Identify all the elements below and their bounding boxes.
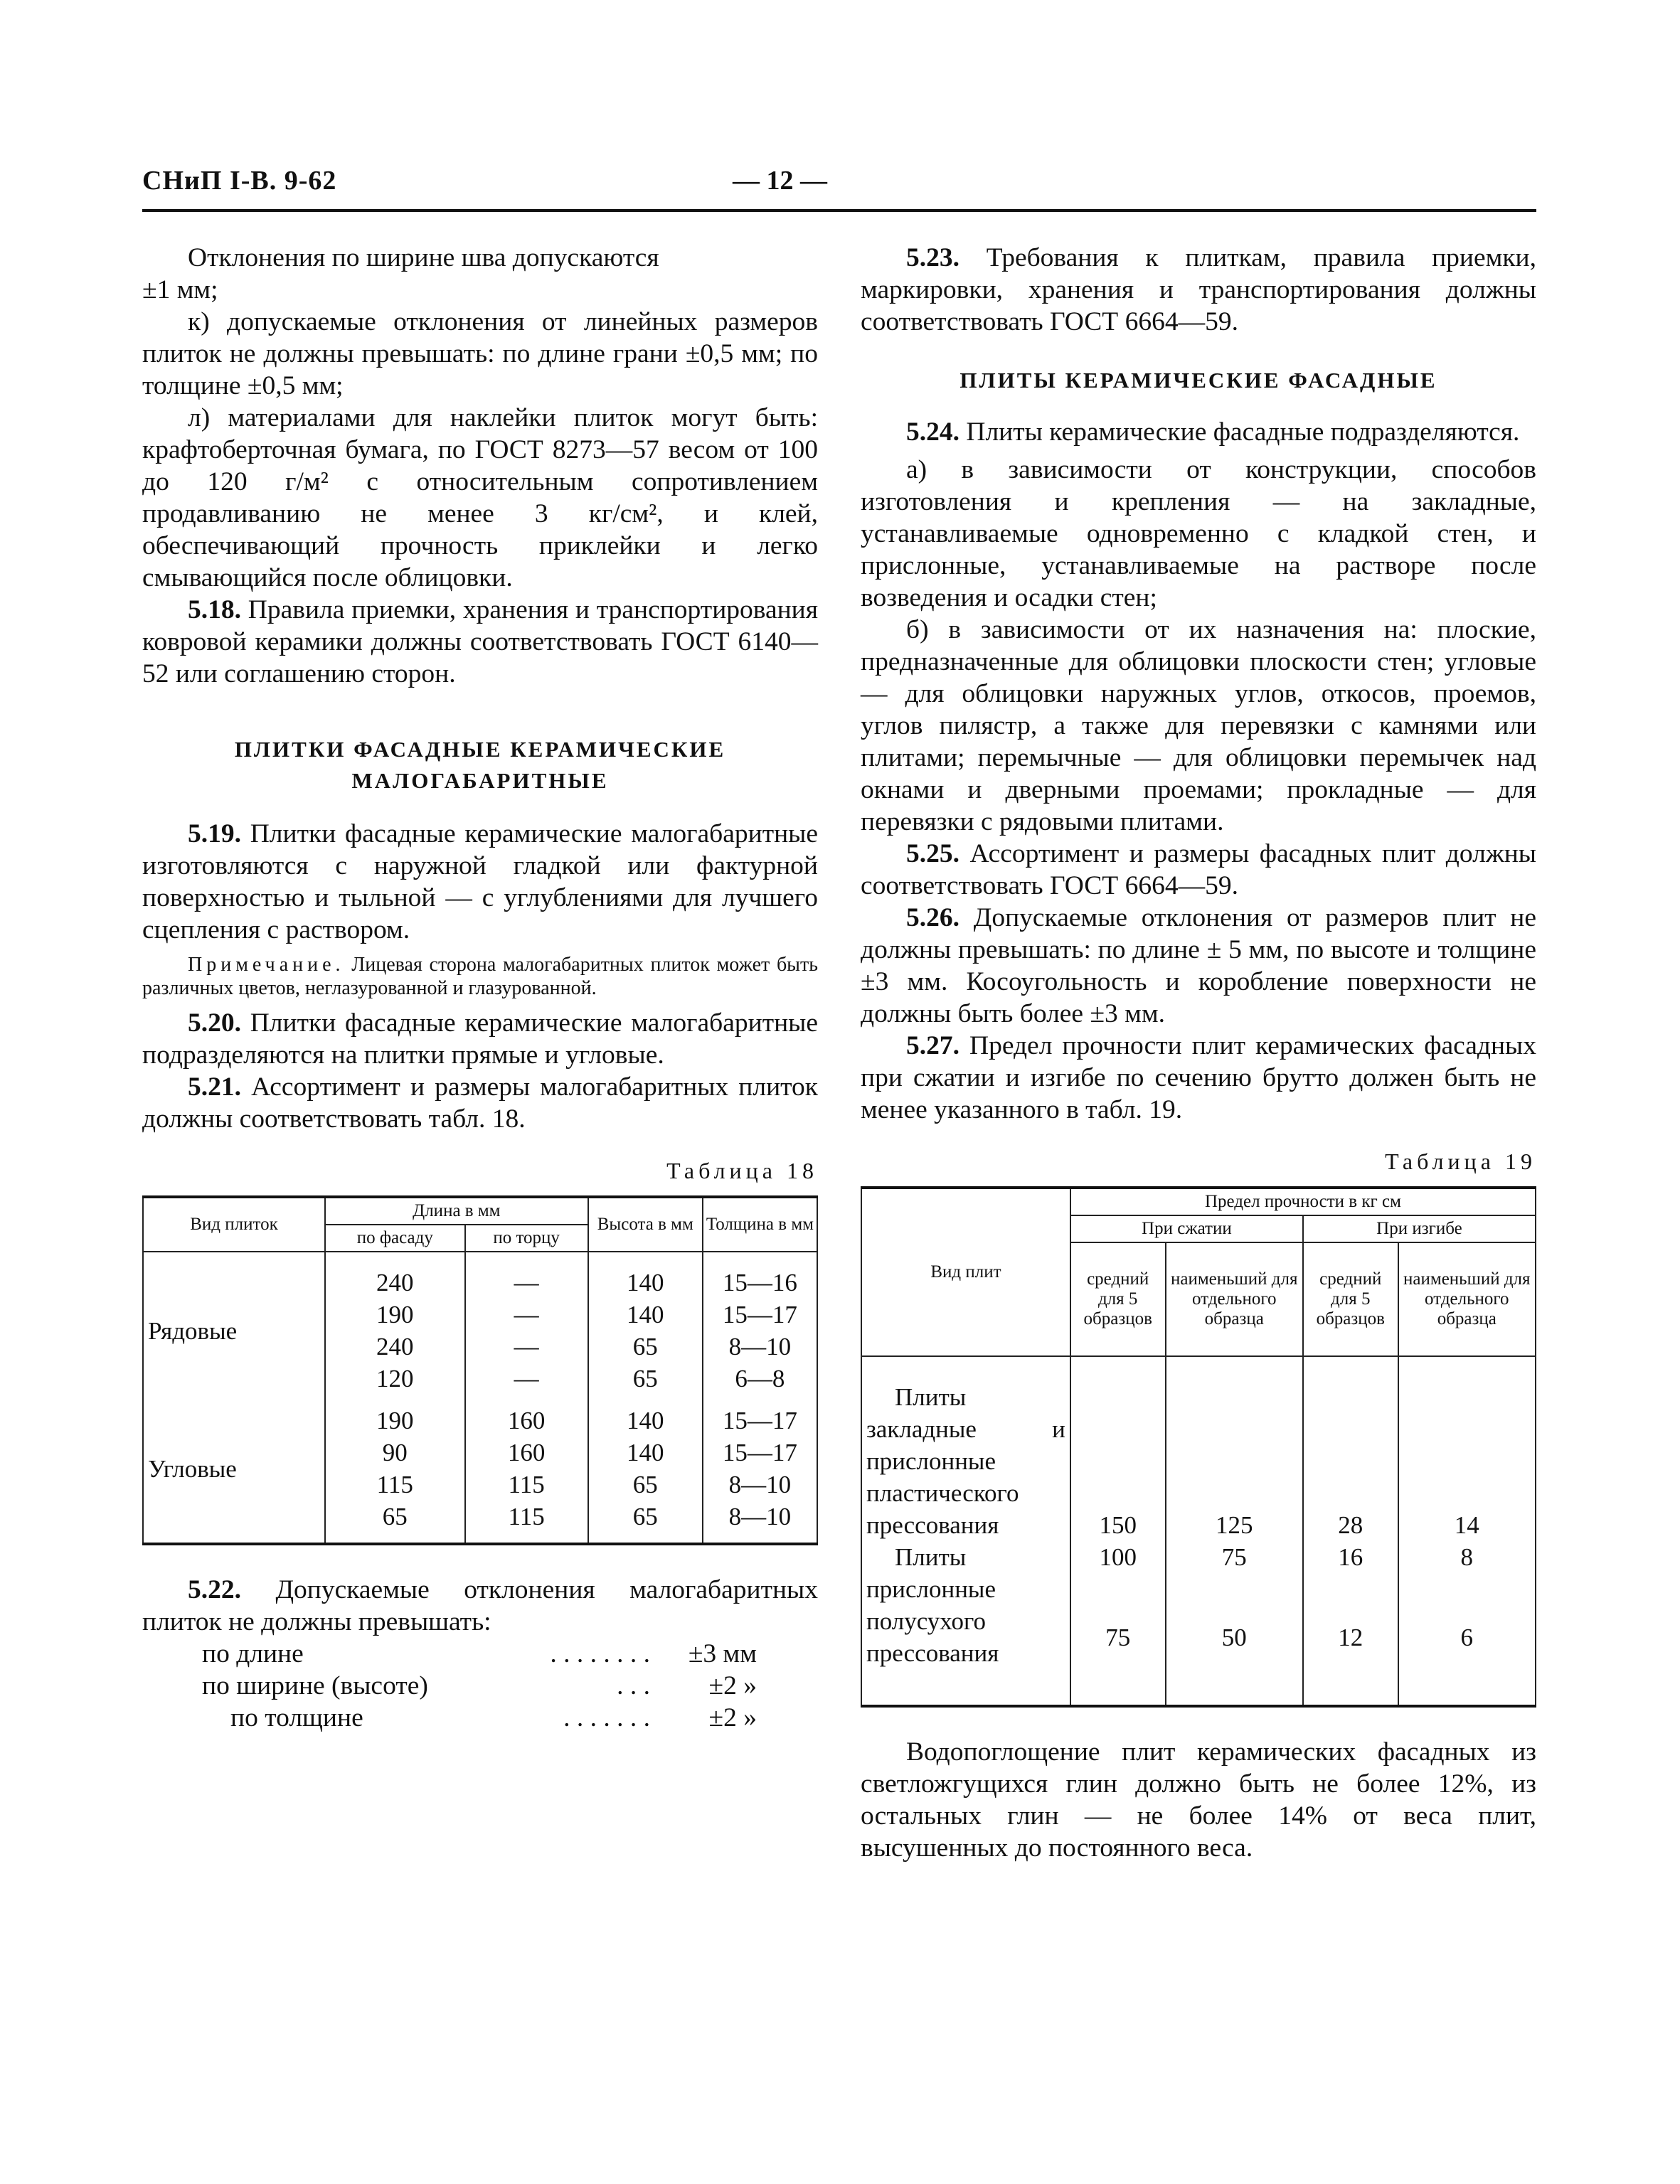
table-row: 75 50 12 6 (861, 1621, 1536, 1706)
table-row: 240 — 65 8—10 (143, 1331, 817, 1363)
paragraph-5-23: 5.23. Требования к плиткам, правила приемки, маркировки, хранения и транспортирования должны соответствовать ГОСТ 6664—59. (861, 243, 1536, 336)
section-heading-plates: ПЛИТЫ КЕРАМИЧЕСКИЕ ФАСАДНЫЕ (959, 368, 1437, 393)
col-header-plate-type: Вид плит (861, 1188, 1070, 1356)
col-header-length: Длина в мм (325, 1197, 588, 1225)
table-row: Плиты закладные и прислонные пластического прессования 150 125 28 14 (861, 1356, 1536, 1541)
page-header (142, 165, 1536, 212)
table-row: 65 115 65 8—10 (143, 1501, 817, 1544)
col-header-thickness: Толщина в мм (703, 1197, 817, 1252)
deviation-thickness: по толщине . . . . . . . ±2 » (230, 1703, 757, 1732)
deviation-length: по длине . . . . . . . . ±3 мм (202, 1639, 757, 1668)
table-row: Рядовые 240 — 140 15—16 (143, 1252, 817, 1299)
note: Примечание. Лицевая сторона малогабаритных плиток может быть различных цветов, неглазурованной и глазурованной. (142, 954, 819, 999)
table-18-caption: Таблица 18 (666, 1158, 818, 1183)
paragraph-5-19: 5.19. Плитки фасадные керамические малогабаритные изготовляются с наружной гладкой или фактурной поверхностью и тыльной — с углублениями для лучшего сцепления с раствором. (142, 819, 818, 944)
col-header-bending: При изгибе (1303, 1215, 1536, 1242)
paragraph-deviation-seam: Отклонения по ширине шва допускаются (188, 243, 659, 272)
col-header-comp-min: наименьший для отдельного образца (1166, 1242, 1303, 1356)
row-label-semidry: Плиты прислонные полусухого прессования (861, 1541, 1070, 1706)
page-number: — 12 — (733, 166, 827, 196)
paragraph-k: к) допускаемые отклонения от линейных размеров плиток не должны превышать: по длине грани ±0,5 мм; по толщине ±0,5 мм; (142, 307, 818, 400)
table-row: 115 115 65 8—10 (143, 1469, 817, 1501)
col-header-compression: При сжатии (1070, 1215, 1303, 1242)
col-header-comp-avg: средний для 5 образцов (1070, 1242, 1166, 1356)
col-header-strength: Предел прочности в кг см (1070, 1188, 1536, 1215)
table-row: 90 160 140 15—17 (143, 1437, 817, 1469)
paragraph-5-22: 5.22. Допускаемые отклонения малогабаритных плиток не должны превышать: (142, 1575, 819, 1636)
table-18 (142, 1195, 818, 1545)
paragraph-deviation-seam-value: ±1 мм; (142, 275, 218, 304)
section-heading-tiles: ПЛИТКИ ФАСАДНЫЕ КЕРАМИЧЕСКИЕ (234, 737, 726, 762)
table-19 (861, 1186, 1536, 1708)
left-column (142, 242, 818, 1734)
paragraph-5-27: 5.27. Предел прочности плит керамических фасадных при сжатии и изгибе по сечению брутто должен быть не менее указанного в табл. 19. (861, 1031, 1536, 1124)
table-19-caption: Таблица 19 (1385, 1149, 1536, 1174)
table-row: Угловые 190 160 140 15—17 (143, 1395, 817, 1437)
group-label-ordinary: Рядовые (143, 1252, 325, 1395)
section-heading-tiles-2: МАЛОГАБАРИТНЫЕ (351, 768, 609, 793)
table-row: 190 — 140 15—17 (143, 1299, 817, 1331)
col-header-type: Вид плиток (143, 1197, 325, 1252)
row-label-plastic: Плиты закладные и прислонные пластического прессования (861, 1356, 1070, 1541)
table-row: 120 — 65 6—8 (143, 1363, 817, 1395)
col-header-height: Высота в мм (588, 1197, 703, 1252)
col-header-bend-min: наименьший для отдельного образца (1398, 1242, 1536, 1356)
paragraph-5-18: 5.18. Правила приемки, хранения и транспортирования ковровой керамики должны соответствовать ГОСТ 6140—52 или соглашению сторон. (142, 595, 819, 688)
paragraph-l: л) материалами для наклейки плиток могут быть: крафтоберточная бумага, по ГОСТ 8273—57 весом от 100 до 120 г/м² с относительным сопротивлением продавливанию не менее 3 кг/см², и клей, обеспечивающий прочность приклейки и легко смывающийся после облицовки. (142, 403, 818, 592)
right-column (861, 242, 1536, 1864)
paragraph-water-absorption: Водопоглощение плит керамических фасадных из светложгущихся глин должно быть не более 12%, из остальных глин — не более 14% от веса плит, высушенных до постоянного веса. (861, 1737, 1536, 1863)
paragraph-5-24: 5.24. Плиты керамические фасадные подразделяются. (906, 417, 1520, 447)
paragraph-5-25: 5.25. Ассортимент и размеры фасадных плит должны соответствовать ГОСТ 6664—59. (861, 839, 1536, 900)
col-header-face: по фасаду (325, 1225, 465, 1252)
paragraph-5-26: 5.26. Допускаемые отклонения от размеров плит не должны превышать: по длине ± 5 мм, по высоте и толщине ±3 мм. Косоугольность и коробление поверхности не должны быть более ±3 мм. (861, 903, 1537, 1028)
table-row: Плиты прислонные полусухого прессования 100 75 16 8 (861, 1541, 1536, 1621)
document-code: СНиП I-В. 9-62 (142, 166, 337, 196)
paragraph-b: б) в зависимости от их назначения на: плоские, предназначенные для облицовки плоскости стен; угловые — для облицовки наружных углов, откосов, проемов, углов пилястр, а также для перевязки с камнями или плитами; перемычные — для облицовки перемычек над окнами и дверными проемами; прокладные — для перевязки с рядовыми плитами. (861, 615, 1536, 836)
paragraph-5-20: 5.20. Плитки фасадные керамические малогабаритные подразделяются на плитки прямые и угловые. (142, 1008, 818, 1070)
paragraph-a: а) в зависимости от конструкции, способов изготовления и крепления — на закладные, устанавливаемые одновременно с кладкой стен, и прислонные, устанавливаемые на растворе после возведения и осадки стен; (861, 455, 1536, 612)
col-header-bend-avg: средний для 5 образцов (1303, 1242, 1398, 1356)
paragraph-5-21: 5.21. Ассортимент и размеры малогабаритных плиток должны соответствовать табл. 18. (142, 1072, 818, 1134)
deviation-width: по ширине (высоте) . . . ±2 » (202, 1671, 757, 1700)
deviation-list (142, 1638, 818, 1734)
col-header-end: по торцу (465, 1225, 588, 1252)
group-label-corner: Угловые (143, 1395, 325, 1544)
